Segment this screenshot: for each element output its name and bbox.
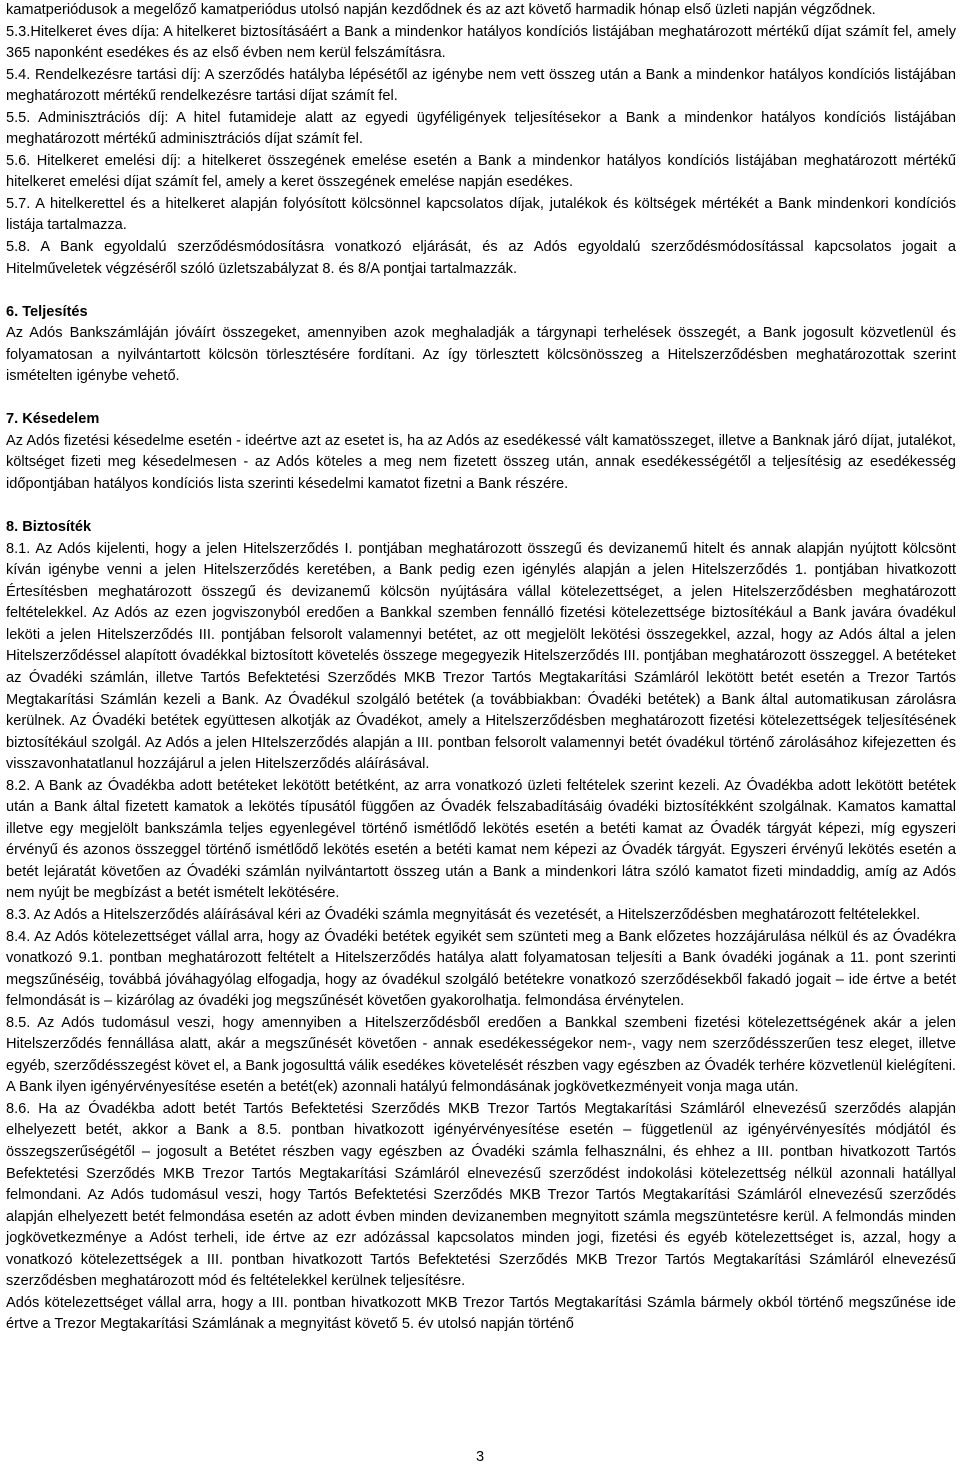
paragraph-5-3: 5.3.Hitelkeret éves díja: A hitelkeret biztosításáért a Bank a mindenkor hatályos kondíciós listájában meghatározott mértékű díjat számít fel, amely 365 naponként esedékes és az első évben nem kerül felszámításra. bbox=[6, 23, 956, 62]
paragraph-8-4: 8.4. Az Adós kötelezettséget vállal arra, hogy az Óvadéki betétek egyikét sem szünteti meg a Bank előzetes hozzájárulása nélkül és az Óvadékra vonatkozó 9.1. pontban meghatározott feltételt a Hitelszerződés hatálya alatt folyamatosan teljesíti a Bank óvadéki jogának a 11. pont szerinti megszűnéséig, továbbá jóváhagyólag elfogadja, hogy az óvadékul szolgáló betétekre vonatkozó szerződésekből fakadó jogait – ide értve a betét felmondását is – kizárólag az óvadéki jog megszűnését követően gyakorolhatja. felmondása érvénytelen. bbox=[6, 928, 956, 1010]
paragraph-8-6: 8.6. Ha az Óvadékba adott betét Tartós Befektetési Szerződés MKB Trezor Tartós Megtakarítási Számláról elnevezésű szerződés alapján elhelyezett betét, akkor a Bank a 8.5. pontban hivatkozott igényérvényesítése esetén – függetlenül az igényérvényesítés módjától és összegszerűségétől – jogosult a Betétet részben vagy egészben az Óvadéki számla felhasználni, és ehhez a III. pontban hivatkozott Tartós Befektetési Szerződés MKB Trezor Tartós Megtakarítási Számláról elnevezésű szerződést indokolási kötelezettség nélkül azonnali hatállyal felmondani. Az Adós tudomásul veszi, hogy Tartós Befektetési Szerződés MKB Trezor Tartós Megtakarítási Számláról elnevezésű szerződés alapján elhelyezett betét felmondása esetén az adott évben minden devizanemben megnyitott számla megszüntetésre kerül. A felmondás minden jogkövetkezménye a Adóst terheli, ide értve az ezr adózással kapcsolatos minden jogi, fizetési és egyéb kötelezettséget is, azzal, hogy a vonatkozó kötelezettségek a III. pontban hivatkozott Tartós Befektetési Szerződés MKB Trezor Tartós Megtakarítási Számláról elnevezésű szerződésben meghatározott mód és feltételekkel kerülnek teljesítésre. bbox=[6, 1100, 956, 1290]
paragraph-5-4: 5.4. Rendelkezésre tartási díj: A szerződés hatályba lépésétől az igénybe nem vett összeg után a Bank a mindenkor hatályos kondíciós listájában meghatározott mértékű rendelkezésre tartási díjat számít fel. bbox=[6, 66, 956, 105]
page-number: 3 bbox=[475, 1449, 485, 1465]
paragraph-8-2: 8.2. A Bank az Óvadékba adott betéteket lekötött betétként, az arra vonatkozó üzleti feltételek szerint kezeli. Az Óvadékba adott lekötött betétek után a Bank által fizetett kamatok a lekötés típusától függően az Óvadék felszabadításáig óvadéki biztosítékként szolgálnak. Kamatos kamattal illetve egy megjelölt bankszámla teljes egyenlegével történő ismétlődő lekötés esetén a betéti kamat az Óvadék tárgyát képezi, míg egyszeri érvényű és azonos összeggel történő ismétlődő lekötés esetén a betéti kamat nem képezi az Óvadék tárgyát. Egyszeri érvényű lekötés esetén a betét lejáratát követően az Óvadéki számlán nyilvántartott összeg után a Bank a mindenkori látra szóló kamatot fizeti mindaddig, amíg az Adós nem nyújt be megbízást a betét ismételt lekötésére. bbox=[6, 777, 956, 902]
paragraph-8-5: 8.5. Az Adós tudomásul veszi, hogy amennyiben a Hitelszerződésből eredően a Bankkal szembeni fizetési kötelezettségének akár a jelen Hitelszerződés fennállása alatt, akár a megszűnését követően - annak esedékességekor nem-, vagy nem szerződésszerűen tesz eleget, illetve egyéb, szerződésszegést követ el, a Bank jogosulttá válik esedékes követelését részben vagy egészben az Óvadék terhére közvetlenül kielégíteni. A Bank ilyen igényérvényesítése esetén a betét(ek) azonnali hatályú felmondásának jogkövetkezményeit vonja maga után. bbox=[6, 1014, 956, 1096]
section-heading-teljesites: 6. Teljesítés bbox=[6, 303, 88, 320]
paragraph-7: Az Adós fizetési késedelme esetén - ideértve azt az esetet is, ha az Adós az esedékessé vált kamatösszeget, illetve a Banknak járó díjat, jutalékot, költséget fizeti meg késedelmesen - az Adós köteles a meg nem fizetett összeg után, annak esedékességétől a teljesítésig az esedékesség időpontjában hatályos kondíciós lista szerinti késedelmi kamatot fizetni a Bank részére. bbox=[6, 432, 956, 493]
paragraph-interest-period-cont: kamatperiódusok a megelőző kamatperiódus utolsó napján kezdődnek és az azt követő harmadik hónap első üzleti napján végződnek. bbox=[6, 2, 876, 18]
paragraph-6: Az Adós Bankszámláján jóváírt összegeket, amennyiben azok meghaladják a tárgynapi terhelések összegét, a Bank jogosult közvetlenül és folyamatosan a nyilvántartott kölcsön törlesztésére fordítani. Az így törlesztett kölcsönösszeg a Hitelszerződésben meghatározottak szerint ismételten igénybe vehető. bbox=[6, 325, 956, 385]
paragraph-5-8: 5.8. A Bank egyoldalú szerződésmódosításra vonatkozó eljárását, és az Adós egyoldalú szerződésmódosítással kapcsolatos jogait a Hitelműveletek végzéséről szóló üzletszabályzat 8. és 8/A pontjai tartalmazzák. bbox=[6, 239, 956, 277]
document-page bbox=[6, 0, 956, 1336]
spacer bbox=[6, 388, 956, 410]
paragraph-8-7: Adós kötelezettséget vállal arra, hogy a III. pontban hivatkozott MKB Trezor Tartós Megtakarítási Számla bármely okból történő megszűnése ide értve a Trezor Megtakarítási Számlának a megnyitást követő 5. év utolsó napján történő bbox=[6, 1294, 956, 1333]
section-heading-kesedelem: 7. Késedelem bbox=[6, 411, 100, 428]
spacer bbox=[6, 496, 956, 518]
paragraph-5-7: 5.7. A hitelkerettel és a hitelkeret alapján folyósított kölcsönnel kapcsolatos díjak, jutalékok és költségek mértékét a Bank mindenkori kondíciós listája tartalmazza. bbox=[6, 195, 956, 234]
spacer bbox=[6, 280, 956, 302]
paragraph-8-3: 8.3. Az Adós a Hitelszerződés aláírásával kéri az Óvadéki számla megnyitását és vezetését, a Hitelszerződésben meghatározott feltételekkel. bbox=[6, 906, 921, 923]
paragraph-5-5: 5.5. Adminisztrációs díj: A hitel futamideje alatt az egyedi ügyféligények teljesítésekor a Bank a mindenkor hatályos kondíciós listájában meghatározott mértékű adminisztrációs díjat számít fel. bbox=[6, 109, 956, 148]
paragraph-5-6: 5.6. Hitelkeret emelési díj: a hitelkeret összegének emelése esetén a Bank a mindenkor hatályos kondíciós listájában meghatározott mértékű hitelkeret emelési díjat számít fel, amely a keret összegének emelése napján esedékes. bbox=[6, 152, 956, 191]
section-heading-biztositek: 8. Biztosíték bbox=[6, 519, 92, 536]
paragraph-8-1: 8.1. Az Adós kijelenti, hogy a jelen Hitelszerződés I. pontjában meghatározott összegű és devizanemű hitelt és annak alapján nyújtott kölcsönt kíván igénybe venni a jelen Hitelszerződés keretében, a Bank pedig ezen igénylés alapján a jelen Hitelszerződés 1. pontjában hivatkozott Értesítésben meghatározott összegű és devizanemű kölcsön nyújtására vállal kötelezettséget, a jelen Hitelszerződésben meghatározott feltételekkel. Az Adós az ezen jogviszonyból eredően a Bankkal szemben fennálló fizetési kötelezettsége biztosítékául a Bank javára óvadékul leköti a jelen Hitelszerződés III. pontjában felsorolt valamennyi betétet, az ott megjelölt lekötési összegekkel, azzal, hogy az Adós által a jelen Hitelszerződéssel alapított óvadékkal biztosított követelés összege megegyezik Hitelszerződés III. pontjában meghatározott összeggel. A betéteket az Óvadéki számlán, illetve Tartós Befektetési Szerződés MKB Trezor Tartós Megtakarítási Számláról lekötött betét esetén a Trezor Tartós Megtakarítási Számlán kezeli a Bank. Az Óvadékul szolgáló betétek (a továbbiakban: Óvadéki betétek) a Bank által automatikusan zárolásra kerülnek. Az Óvadéki betétek együttesen alkotják az Óvadékot, amely a Hitelszerződésben meghatározott fizetési kötelezettségek teljesítésének biztosítékául szolgál. Az Adós a jelen HItelszerződés alapján a III. pontban felsorolt valamennyi betét óvadékul történő zárolásához kifejezetten és visszavonhatatlanul hozzájárul a jelen Hitelszerződés aláírásával. bbox=[6, 540, 956, 773]
